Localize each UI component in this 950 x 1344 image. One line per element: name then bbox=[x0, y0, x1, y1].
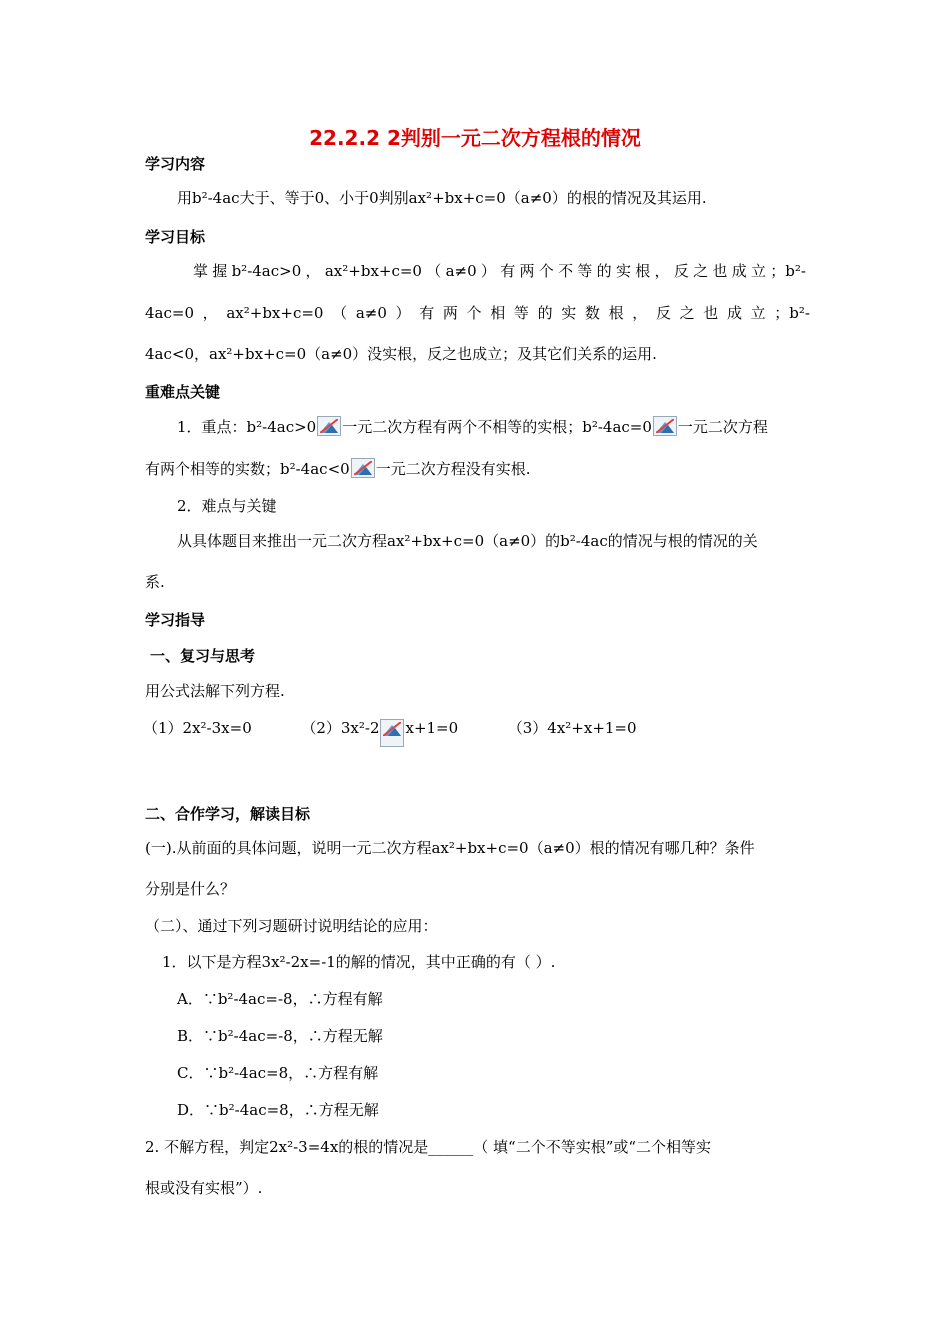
equation-3: （3）4x²+x+1=0 bbox=[507, 719, 637, 737]
option-d: D．∵b²-4ac=8，∴方程无解 bbox=[177, 1101, 379, 1119]
option-a: A．∵b²-4ac=-8，∴方程有解 bbox=[177, 990, 383, 1008]
question-one-line-1: (一).从前面的具体问题，说明一元二次方程ax²+bx+c=0（a≠0）根的情况有哪几种？条件 bbox=[145, 839, 755, 857]
part1-heading: 一、复习与思考 bbox=[150, 647, 256, 665]
question-one-line-2: 分别是什么？ bbox=[145, 880, 236, 898]
key1-text-a: 1．重点：b²-4ac>0 bbox=[177, 418, 317, 436]
question-two: （二）、通过下列习题研讨说明结论的应用： bbox=[145, 917, 438, 935]
key-point-2-text-2: 系. bbox=[145, 573, 165, 591]
guide-heading: 学习指导 bbox=[145, 611, 206, 629]
equation-list bbox=[143, 718, 808, 747]
content-text: 用b²-4ac大于、等于0、小于0判别ax²+bx+c=0（a≠0）的根的情况及其运用. bbox=[177, 189, 707, 207]
part2-heading: 二、合作学习，解读目标 bbox=[145, 805, 311, 823]
image-placeholder-icon bbox=[317, 416, 341, 436]
key1-text-b: 一元二次方程有两个不相等的实根；b²-4ac=0 bbox=[342, 418, 652, 436]
exercise-1: 1．以下是方程3x²-2x=-1的解的情况，其中正确的有（ ）. bbox=[162, 953, 556, 971]
part1-text: 用公式法解下列方程. bbox=[145, 682, 285, 700]
image-placeholder-icon bbox=[351, 458, 375, 478]
key-heading: 重难点关键 bbox=[145, 383, 221, 401]
content-heading: 学习内容 bbox=[145, 155, 206, 173]
option-c: C．∵b²-4ac=8，∴方程有解 bbox=[177, 1064, 379, 1082]
key1-line2-b: 一元二次方程没有实根. bbox=[375, 460, 531, 478]
key-point-1 bbox=[177, 416, 842, 437]
key-point-1-line-2 bbox=[145, 458, 810, 479]
equation-2-a: （2）3x²-2 bbox=[301, 719, 380, 737]
option-b: B．∵b²-4ac=-8，∴方程无解 bbox=[177, 1027, 383, 1045]
image-placeholder-icon bbox=[653, 416, 677, 436]
equation-2-b: x+1=0 bbox=[405, 719, 459, 737]
page-title: 22.2.2 2判别一元二次方程根的情况 bbox=[309, 126, 641, 150]
goal-heading: 学习目标 bbox=[145, 228, 206, 246]
goal-line-3: 4ac<0，ax²+bx+c=0（a≠0）没实根，反之也成立；及其它们关系的运用. bbox=[145, 345, 657, 363]
key-point-2: 2．难点与关键 bbox=[177, 497, 277, 515]
goal-line-1: 掌握b²-4ac>0，ax²+bx+c=0（a≠0）有两个不等的实根，反之也成立；b²- bbox=[193, 262, 806, 280]
goal-line-2: 4ac=0，ax²+bx+c=0（a≠0）有两个相等的实数根，反之也成立；b²- bbox=[145, 304, 810, 322]
image-placeholder-icon bbox=[380, 719, 404, 747]
exercise-2-line-2: 根或没有实根”）. bbox=[145, 1179, 263, 1197]
key1-line2-a: 有两个相等的实数；b²-4ac<0 bbox=[145, 460, 350, 478]
key-point-2-text-1: 从具体题目来推出一元二次方程ax²+bx+c=0（a≠0）的b²-4ac的情况与根的情况的关 bbox=[177, 532, 758, 550]
equation-1: （1）2x²-3x=0 bbox=[143, 719, 252, 737]
exercise-2-line-1: 2. 不解方程，判定2x²-3=4x的根的情况是______（ 填“二个不等实根”或“二个相等实 bbox=[145, 1138, 712, 1156]
key1-text-c: 一元二次方程 bbox=[677, 418, 768, 436]
